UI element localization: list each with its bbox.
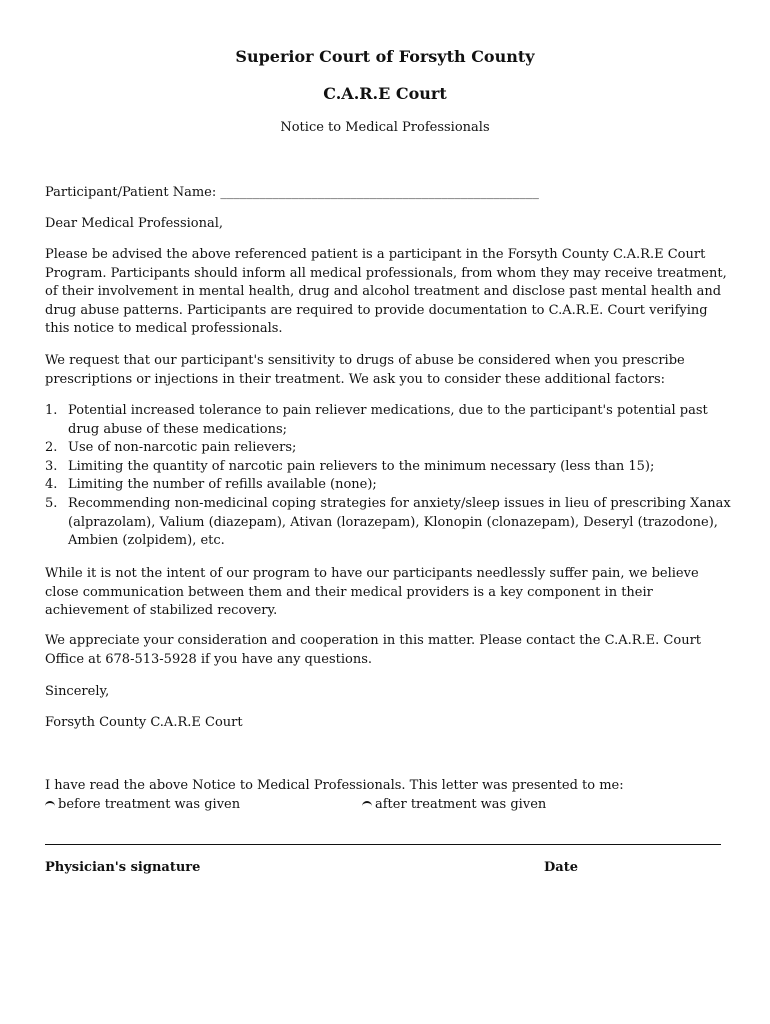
list-item-text: Use of non-narcotic pain relievers; bbox=[68, 440, 297, 456]
checkbox-icon[interactable] bbox=[45, 801, 55, 807]
list-item bbox=[45, 476, 731, 495]
acknowledgement-statement: I have read the above Notice to Medical Professionals. This letter was presented to me: bbox=[45, 778, 624, 793]
date-label: Date bbox=[544, 860, 578, 875]
list-item-number: 4. bbox=[45, 477, 58, 493]
notice-title: Notice to Medical Professionals bbox=[280, 120, 490, 135]
list-item bbox=[45, 402, 731, 439]
list-item-text: Limiting the number of refills available (none); bbox=[68, 477, 377, 493]
signature-line[interactable] bbox=[45, 844, 721, 845]
list-item-text: Limiting the quantity of narcotic pain relievers to the minimum necessary (less than 15); bbox=[68, 458, 655, 474]
checkbox-icon[interactable] bbox=[362, 801, 372, 807]
paragraph-intent: While it is not the intent of our program to have our participants needlessly suffer pain, we believe close communication between them and their medical providers is a key component in their achievement of stabilized recovery. bbox=[45, 566, 699, 619]
list-item-number: 3. bbox=[45, 458, 58, 474]
list-item-number: 2. bbox=[45, 440, 58, 456]
list-item-number: 5. bbox=[45, 495, 58, 511]
physician-signature-label: Physician's signature bbox=[45, 860, 201, 875]
before-treatment-option[interactable] bbox=[45, 797, 240, 812]
program-name-heading: C.A.R.E Court bbox=[323, 84, 447, 103]
after-treatment-label: after treatment was given bbox=[375, 797, 547, 812]
patient-name-line[interactable]: Participant/Patient Name: _________________________________________________ bbox=[45, 185, 539, 200]
closing: Sincerely, bbox=[45, 684, 110, 699]
before-treatment-label: before treatment was given bbox=[58, 797, 241, 812]
greeting: Dear Medical Professional, bbox=[45, 216, 224, 231]
after-treatment-option[interactable] bbox=[362, 797, 546, 812]
factors-list bbox=[45, 402, 731, 551]
list-item bbox=[45, 495, 731, 551]
list-item-text: Recommending non-medicinal coping strategies for anxiety/sleep issues in lieu of prescribing Xanax (alprazolam), Valium (diazepam), Ativan (lorazepam), Klonopin (clonazepam), Deseryl (trazodone), Ambien (zolpidem), etc. bbox=[68, 495, 731, 549]
court-name-heading: Superior Court of Forsyth County bbox=[235, 47, 535, 66]
paragraph-contact: We appreciate your consideration and cooperation in this matter. Please contact the C.A.R.E. Court Office at 678-513-5928 if you have any questions. bbox=[45, 633, 702, 667]
list-item bbox=[45, 439, 731, 458]
list-item bbox=[45, 458, 731, 477]
paragraph-request: We request that our participant's sensitivity to drugs of abuse be considered when you prescribe prescriptions or injections in their treatment. We ask you to consider these additional factors: bbox=[45, 353, 685, 387]
list-item-text: Potential increased tolerance to pain reliever medications, due to the participant's potential past drug abuse of these medications; bbox=[68, 403, 708, 437]
paragraph-advisement: Please be advised the above referenced patient is a participant in the Forsyth County C.A.R.E Court Program. Participants should inform all medical professionals, from whom they may receive treatment, of their involvement in mental health, drug and alcohol treatment and disclose past mental health and drug abuse patterns. Participants are required to provide documentation to C.A.R.E. Court verifying this notice to medical professionals. bbox=[45, 247, 727, 337]
signer: Forsyth County C.A.R.E Court bbox=[45, 715, 243, 730]
list-item-number: 1. bbox=[45, 403, 58, 418]
